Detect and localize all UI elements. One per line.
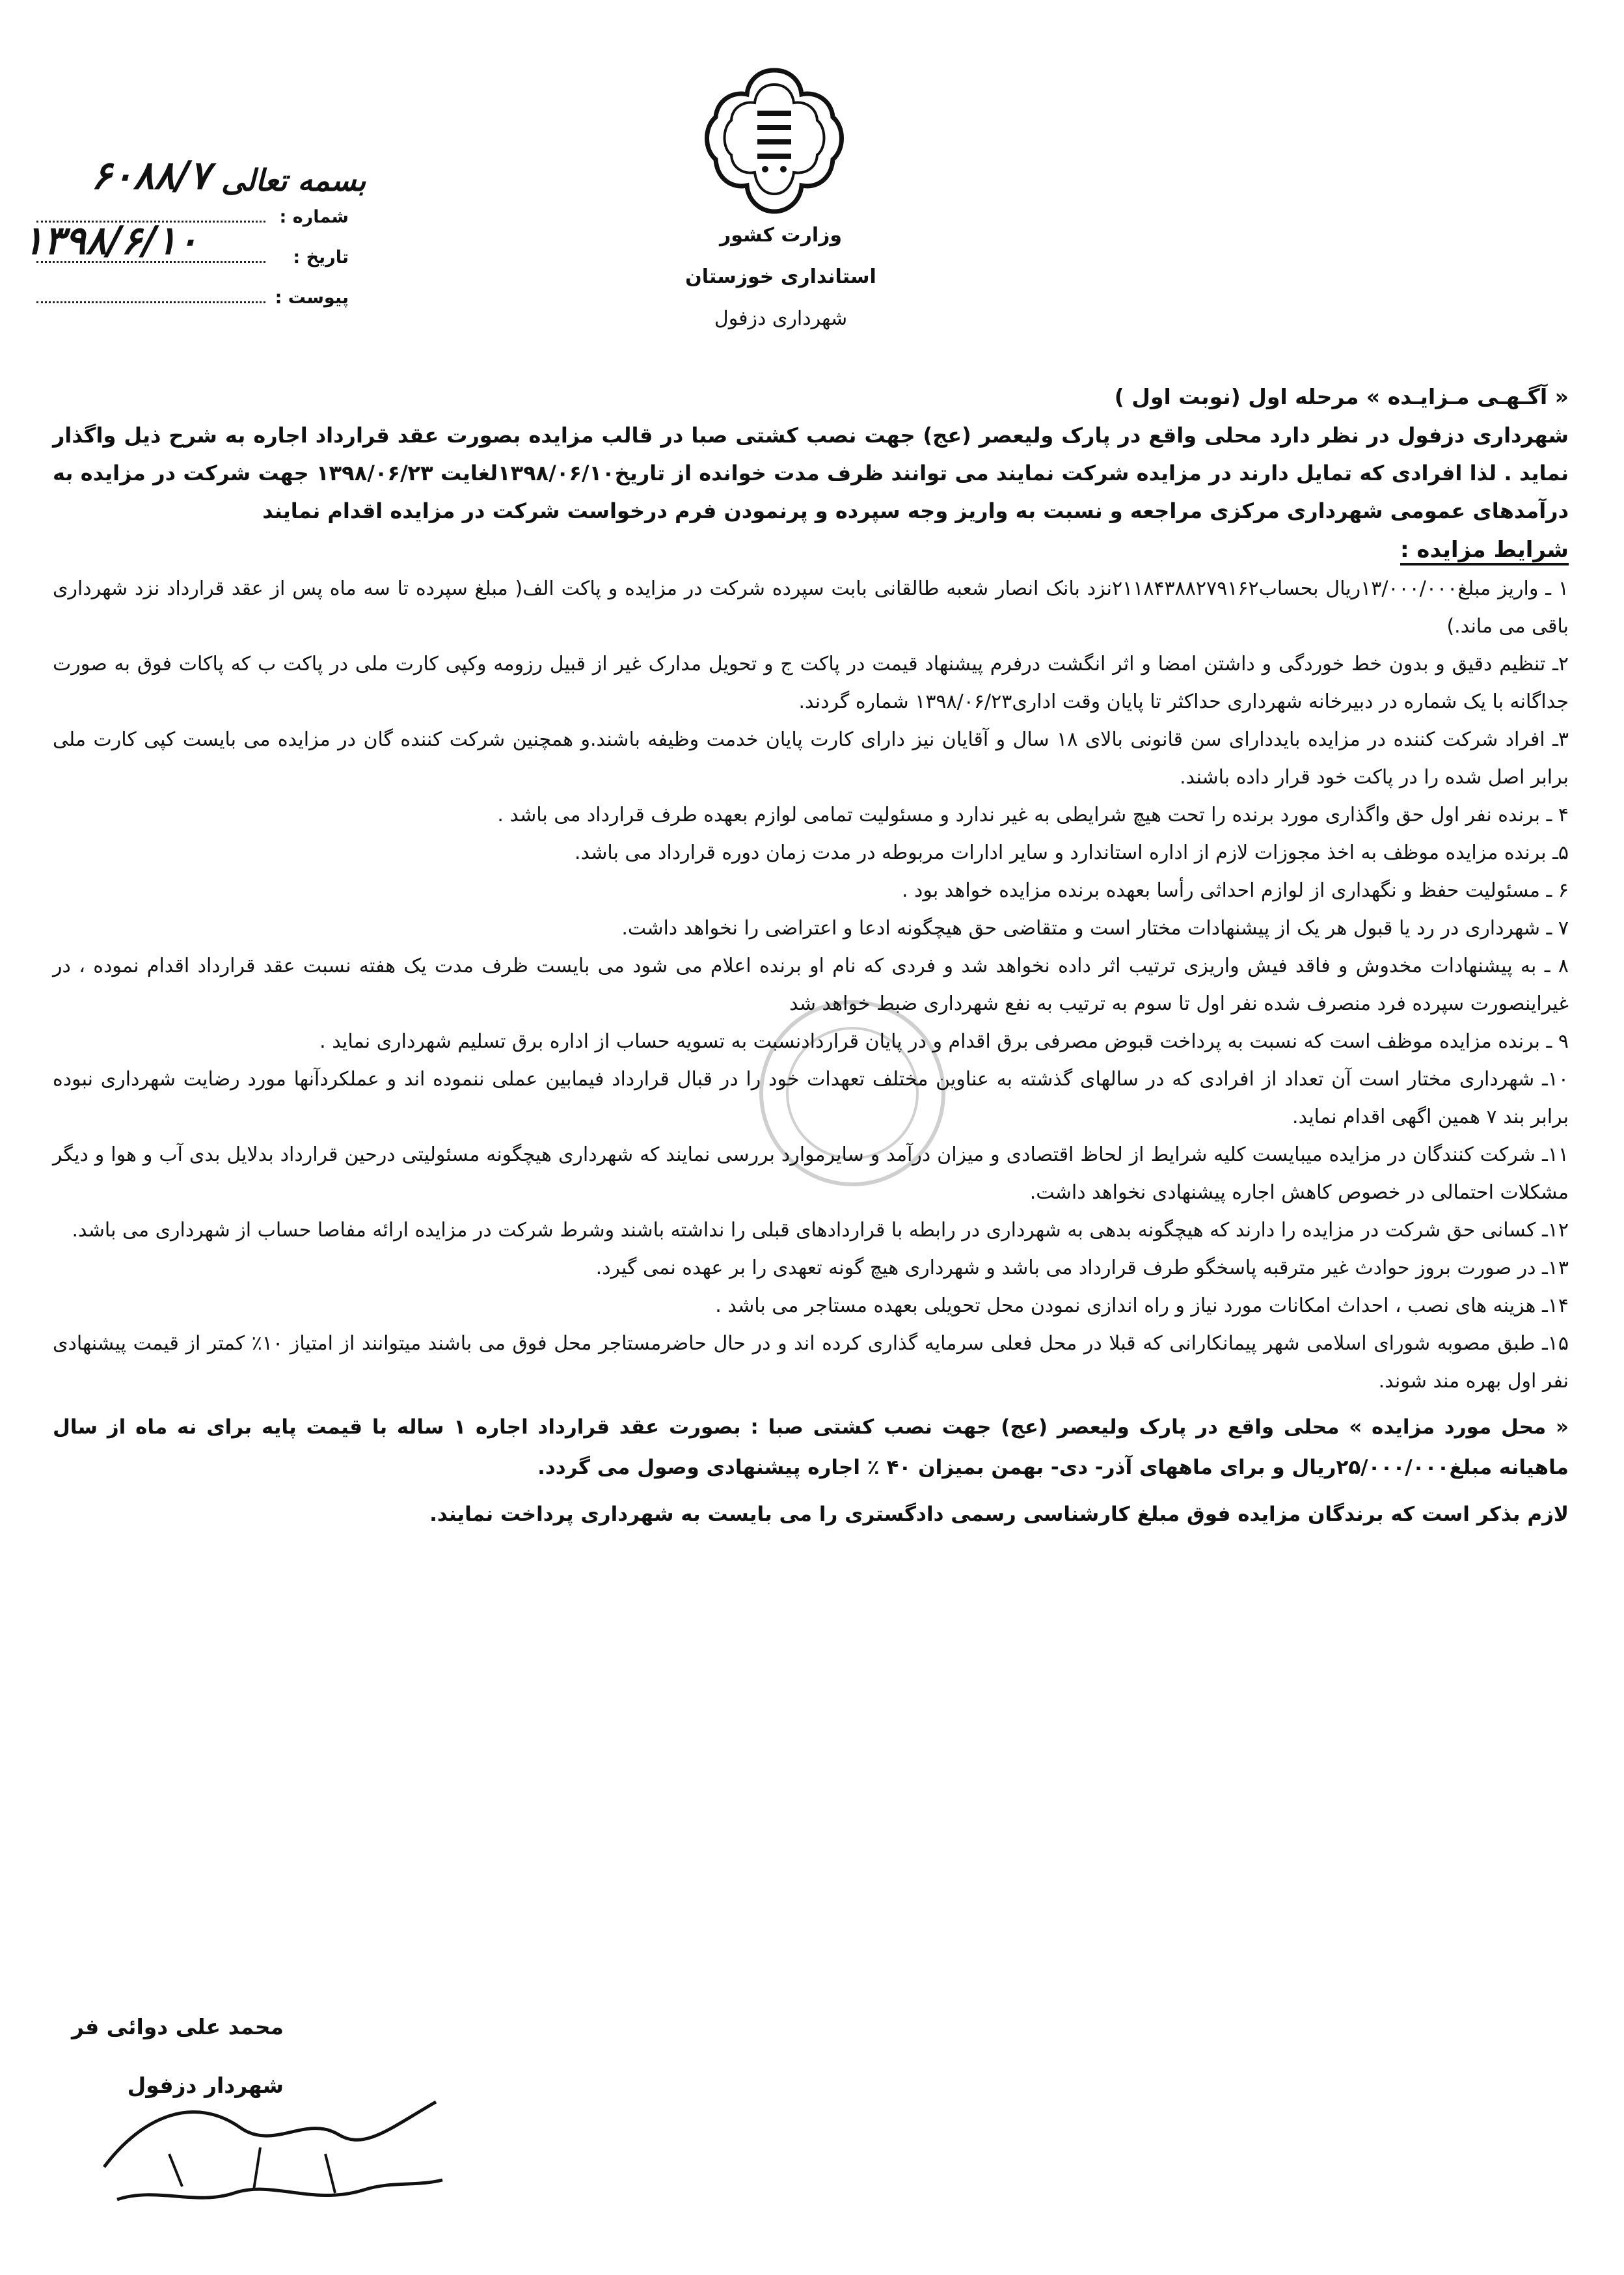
condition-item: ۱۵ـ طبق مصوبه شورای اسلامی شهر پیمانکارانی که قبلا در محل فعلی سرمایه گذاری کرده اند و در حال حاضرمستاجر محل فوق می باشند میتوانند از امتیاز ۱۰٪ کمتر از قیمت پیشنهادی نفر اول بهره مند شوند. (53, 1332, 1569, 1393)
auction-location-paragraph: « محل مورد مزایده » محلی واقع در پارک ولیعصر (عج) جهت نصب کشتی صبا : بصورت عقد قرارداد اجاره ۱ ساله با قیمت پایه برای نه ماه از سال ماهیانه مبلغ۲۵/۰۰۰/۰۰۰ریال و برای ماههای آذر- دی- بهمن بمیزان ۴۰ ٪ اجاره پیشنهادی وصول می گردد. (53, 1415, 1569, 1479)
letter-date-handwritten: ۱۳۹۸/۶/۱۰ (23, 218, 198, 264)
condition-item: ۱ ـ واریز مبلغ۱۳/۰۰۰/۰۰۰ریال بحساب۲۱۱۸۴۳۸۸۲۷۹۱۶۲نزد بانک انصار شعبه طالقانی بابت سپرده شرکت در مزایده و پاکت الف( مبلغ سپرده تا سه ماه پس از عقد قرارداد نزد شهرداری باقی می ماند.) (53, 577, 1569, 638)
condition-item: ۱۳ـ در صورت بروز حوادث غیر مترقبه پاسخگو طرف قرارداد می باشد و شهرداری هیچ گونه تعهدی را بر عهده نمی گیرد. (595, 1257, 1569, 1279)
condition-item: ۴ ـ برنده نفر اول حق واگذاری مورد برنده را تحت هیچ شرایطی به غیر ندارد و مسئولیت تمامی لوازم بعهده طرف قرارداد می باشد . (497, 804, 1569, 826)
bismillah-heading: بسمه تعالی (221, 163, 366, 198)
municipality-logo (703, 65, 846, 215)
condition-item: ۱۰ـ شهرداری مختار است آن تعداد از افرادی که در سالهای گذشته به عناوین مختلف تعهدات خود را در قبال قرارداد فیمابین عملی ننموده اند و عملکردآنها مورد رضایت شهرداری نبوده برابر بند ۷ همین اگهی اقدام نماید. (53, 1068, 1569, 1128)
header-block (612, 215, 950, 340)
condition-item: ۹ ـ برنده مزایده موظف است که نسبت به پرداخت قبوض مصرفی برق اقدام و در پایان قراردادنسبت به تسویه حساب از اداره برق تسلیم شهرداری نماید . (319, 1030, 1569, 1053)
condition-item: ۱۴ـ هزینه های نصب ، احداث امکانات مورد نیاز و راه اندازی نمودن محل تحویلی بعهده مستاجر می باشد . (715, 1294, 1569, 1317)
signatory-title: شهردار دزفول (127, 2073, 284, 2098)
attachment-label: پیوست : (275, 288, 349, 308)
intro-paragraph: شهرداری دزفول در نظر دارد محلی واقع در پارک ولیعصر (عج) جهت نصب کشتی صبا در قالب مزایده بصورت عقد قرارداد اجاره به شرح ذیل واگذار نماید . لذا افرادی که تمایل دارند در مزایده شرکت نمایند می توانند ظرف مدت خوانده از تاریخ۱۳۹۸/۰۶/۱۰لغایت ۱۳۹۸/۰۶/۲۳ جهت شرکت در مزایده به درآمدهای عمومی شهرداری مرکزی مراجعه و نسبت به واریز وجه سپرده و پرنمودن فرم درخواست شرکت در مزایده اقدام نمایند (53, 423, 1569, 523)
condition-item: ۵ـ برنده مزایده موظف به اخذ مجوزات لازم از اداره استاندارد و سایر ادارات مربوطه در مدت زمان دوره قرارداد می باشد. (574, 841, 1569, 864)
condition-item: ۸ ـ به پیشنهادات مخدوش و فاقد فیش واریزی ترتیب اثر داده نخواهد شد و فردی که نام او برنده اعلام می شود می بایست ظرف مدت یک هفته نسبت عقد قرارداد اقدام نموده ، در غیراینصورت سپرده فرد منصرف شده نفر اول تا سوم به ترتیب به نفع شهرداری ضبط خواهد شد (53, 955, 1569, 1015)
attachment-row (36, 286, 349, 326)
date-label: تاریخ : (293, 247, 349, 267)
expert-fee-note: لازم بذکر است که برندگان مزایده فوق مبلغ کارشناسی رسمی دادگستری را می بایست به شهرداری پرداخت نمایند. (429, 1503, 1569, 1526)
number-label: شماره : (279, 207, 349, 227)
condition-item: ۳ـ افراد شرکت کننده در مزایده بایددارای سن قانونی بالای ۱۸ سال و آقایان نیز دارای کارت پایان خدمت وظیفه باشند.و همچنین شرکت کننده گان در مزایده می بایست کپی کارت ملی برابر اصل شده را در پاکت خود قرار داده باشند. (53, 728, 1569, 789)
notice-body (53, 377, 1569, 1534)
condition-item: ۶ ـ مسئولیت حفظ و نگهداری از لوازم احداثی رأسا بعهده برنده مزایده خواهد بود . (901, 879, 1569, 902)
municipality-label: شهرداری دزفول (714, 307, 848, 330)
handwritten-signature (91, 2076, 455, 2226)
condition-item: ۱۱ـ شرکت کنندگان در مزایده میبایست کلیه شرایط از لحاظ اقتصادی و میزان درآمد و سایرموارد بررسی نمایند که شهرداری هیچگونه مسئولیتی درحین قرارداد بدلایل بدی آب و هوا و دیگر مشکلات احتمالی در خصوص کاهش اجاره پیشنهادی نخواهد داشت. (53, 1143, 1569, 1204)
conditions-title-text: شرایط مزایده : (1400, 537, 1569, 565)
condition-item: ۲ـ تنظیم دقیق و بدون خط خوردگی و داشتن امضا و اثر انگشت درفرم پیشنهاد قیمت در پاکت ج و تحویل مدارک غیر از قبیل رزومه وکپی کارت ملی در پاکت ب که پاکات فوق به صورت جداگانه با یک شماره در دبیرخانه شهرداری حداکثر تا پایان وقت اداری۱۳۹۸/۰۶/۲۳ شماره گردند. (53, 653, 1569, 713)
conditions-title (53, 530, 1569, 570)
attachment-dots (36, 286, 265, 303)
governorate-label: استانداری خوزستان (685, 266, 876, 288)
ministry-label: وزارت کشور (719, 224, 843, 247)
condition-item: ۷ ـ شهرداری در رد یا قبول هر یک از پیشنهادات مختار است و متقاضی حق هیچگونه ادعا و اعتراضی را نخواهد داشت. (621, 917, 1569, 940)
letter-number-handwritten: ۶۰۸۸/۷ (91, 153, 211, 198)
condition-item: ۱۲ـ کسانی حق شرکت در مزایده را دارند که هیچگونه بدهی به شهرداری در رابطه با قراردادهای قبلی را نداشته باشند وشرط شرکت در مزایده ارائه مفاصا حساب از شهرداری می باشد. (72, 1219, 1569, 1242)
notice-title: « آگـهـی مـزایـده » مرحله اول (نوبت اول ) (1114, 384, 1569, 409)
signatory-name: محمد علی دوائی فر (72, 2014, 284, 2039)
